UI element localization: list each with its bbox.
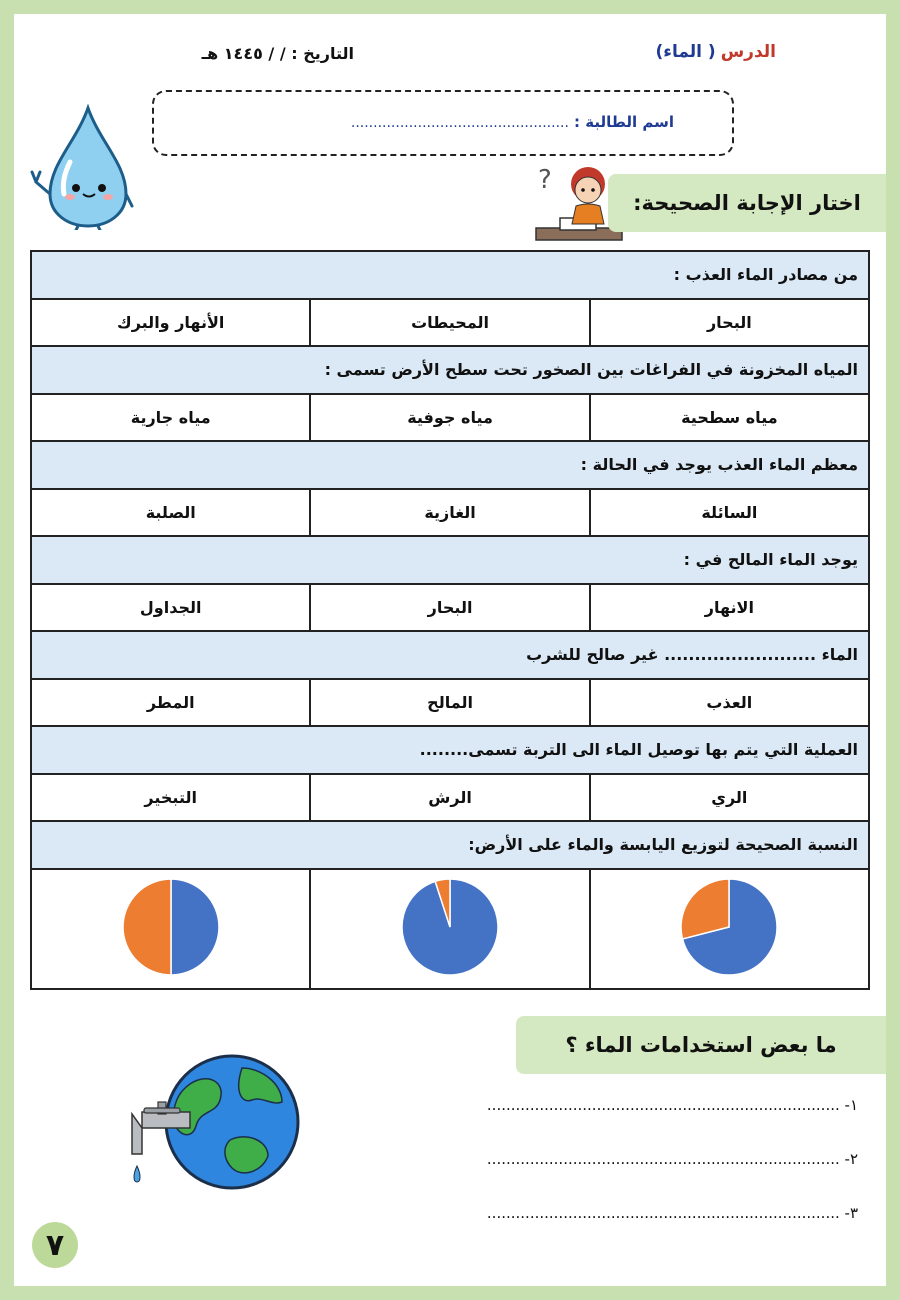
pie-option[interactable] bbox=[310, 869, 589, 989]
answer-option[interactable]: المحيطات bbox=[310, 299, 589, 347]
pie-options-row bbox=[31, 869, 869, 989]
page-number: ٧ bbox=[32, 1222, 78, 1268]
answer-option[interactable]: الغازية bbox=[310, 489, 589, 537]
question-text: الماء ......................... غير صالح للشرب bbox=[31, 631, 869, 679]
worksheet-page bbox=[14, 14, 886, 1286]
date-field: التاريخ : / / ١٤٤٥ هـ bbox=[201, 44, 354, 63]
answer-option[interactable]: مياه جوفية bbox=[310, 394, 589, 442]
question-row bbox=[31, 821, 869, 869]
pie-option[interactable] bbox=[31, 869, 310, 989]
answer-option[interactable]: العذب bbox=[590, 679, 869, 727]
answer-option[interactable]: البحار bbox=[590, 299, 869, 347]
student-name-box bbox=[152, 90, 734, 156]
question-text: من مصادر الماء العذب : bbox=[31, 251, 869, 299]
pie-slice-water bbox=[171, 879, 219, 975]
question-row bbox=[31, 441, 869, 489]
answer-line-2[interactable]: ٢- .......................................................................... bbox=[486, 1150, 858, 1168]
question-text: المياه المخزونة في الفراغات بين الصخور تحت سطح الأرض تسمى : bbox=[31, 346, 869, 394]
question-row bbox=[31, 726, 869, 774]
options-row bbox=[31, 489, 869, 537]
pie-chart bbox=[395, 872, 505, 982]
student-name-field[interactable]: ................................................. bbox=[350, 115, 569, 131]
answer-option[interactable]: السائلة bbox=[590, 489, 869, 537]
options-row bbox=[31, 394, 869, 442]
answer-option[interactable]: المطر bbox=[31, 679, 310, 727]
answer-option[interactable]: الانهار bbox=[590, 584, 869, 632]
question-text: يوجد الماء المالح في : bbox=[31, 536, 869, 584]
pie-slice-land bbox=[123, 879, 171, 975]
question-text: معظم الماء العذب يوجد في الحالة : bbox=[31, 441, 869, 489]
answer-option[interactable]: التبخير bbox=[31, 774, 310, 822]
pie-chart bbox=[674, 872, 784, 982]
options-row bbox=[31, 584, 869, 632]
question-row bbox=[31, 536, 869, 584]
question-row bbox=[31, 251, 869, 299]
question-row bbox=[31, 631, 869, 679]
earth-faucet-icon bbox=[122, 1044, 312, 1212]
lesson-heading bbox=[655, 42, 776, 62]
answer-line-3[interactable]: ٣- .......................................................................... bbox=[486, 1204, 858, 1222]
choose-correct-answer-banner: اختار الإجابة الصحيحة: bbox=[608, 174, 886, 232]
answer-option[interactable]: البحار bbox=[310, 584, 589, 632]
answer-option[interactable]: مياه سطحية bbox=[590, 394, 869, 442]
svg-text:?: ? bbox=[538, 165, 552, 195]
question-row bbox=[31, 346, 869, 394]
student-name-label: اسم الطالبة : bbox=[574, 113, 674, 131]
answer-option[interactable]: مياه جارية bbox=[31, 394, 310, 442]
water-drop-mascot-icon bbox=[26, 102, 136, 230]
question-text: النسبة الصحيحة لتوزيع اليابسة والماء على الأرض: bbox=[31, 821, 869, 869]
lesson-label: الدرس bbox=[720, 42, 776, 62]
water-uses-banner: ما بعض استخدامات الماء ؟ bbox=[516, 1016, 886, 1074]
pie-chart bbox=[116, 872, 226, 982]
options-row bbox=[31, 679, 869, 727]
answer-option[interactable]: الصلبة bbox=[31, 489, 310, 537]
pie-option[interactable] bbox=[590, 869, 869, 989]
lesson-name: ( الماء) bbox=[655, 42, 716, 62]
answer-option[interactable]: الري bbox=[590, 774, 869, 822]
question-text: العملية التي يتم بها توصيل الماء الى التربة تسمى........ bbox=[31, 726, 869, 774]
answer-option[interactable]: الرش bbox=[310, 774, 589, 822]
answer-option[interactable]: المالح bbox=[310, 679, 589, 727]
multiple-choice-table bbox=[30, 250, 870, 990]
answer-option[interactable]: الجداول bbox=[31, 584, 310, 632]
answer-line-1[interactable]: ١- .......................................................................... bbox=[486, 1096, 858, 1114]
options-row bbox=[31, 299, 869, 347]
answer-option[interactable]: الأنهار والبرك bbox=[31, 299, 310, 347]
options-row bbox=[31, 774, 869, 822]
